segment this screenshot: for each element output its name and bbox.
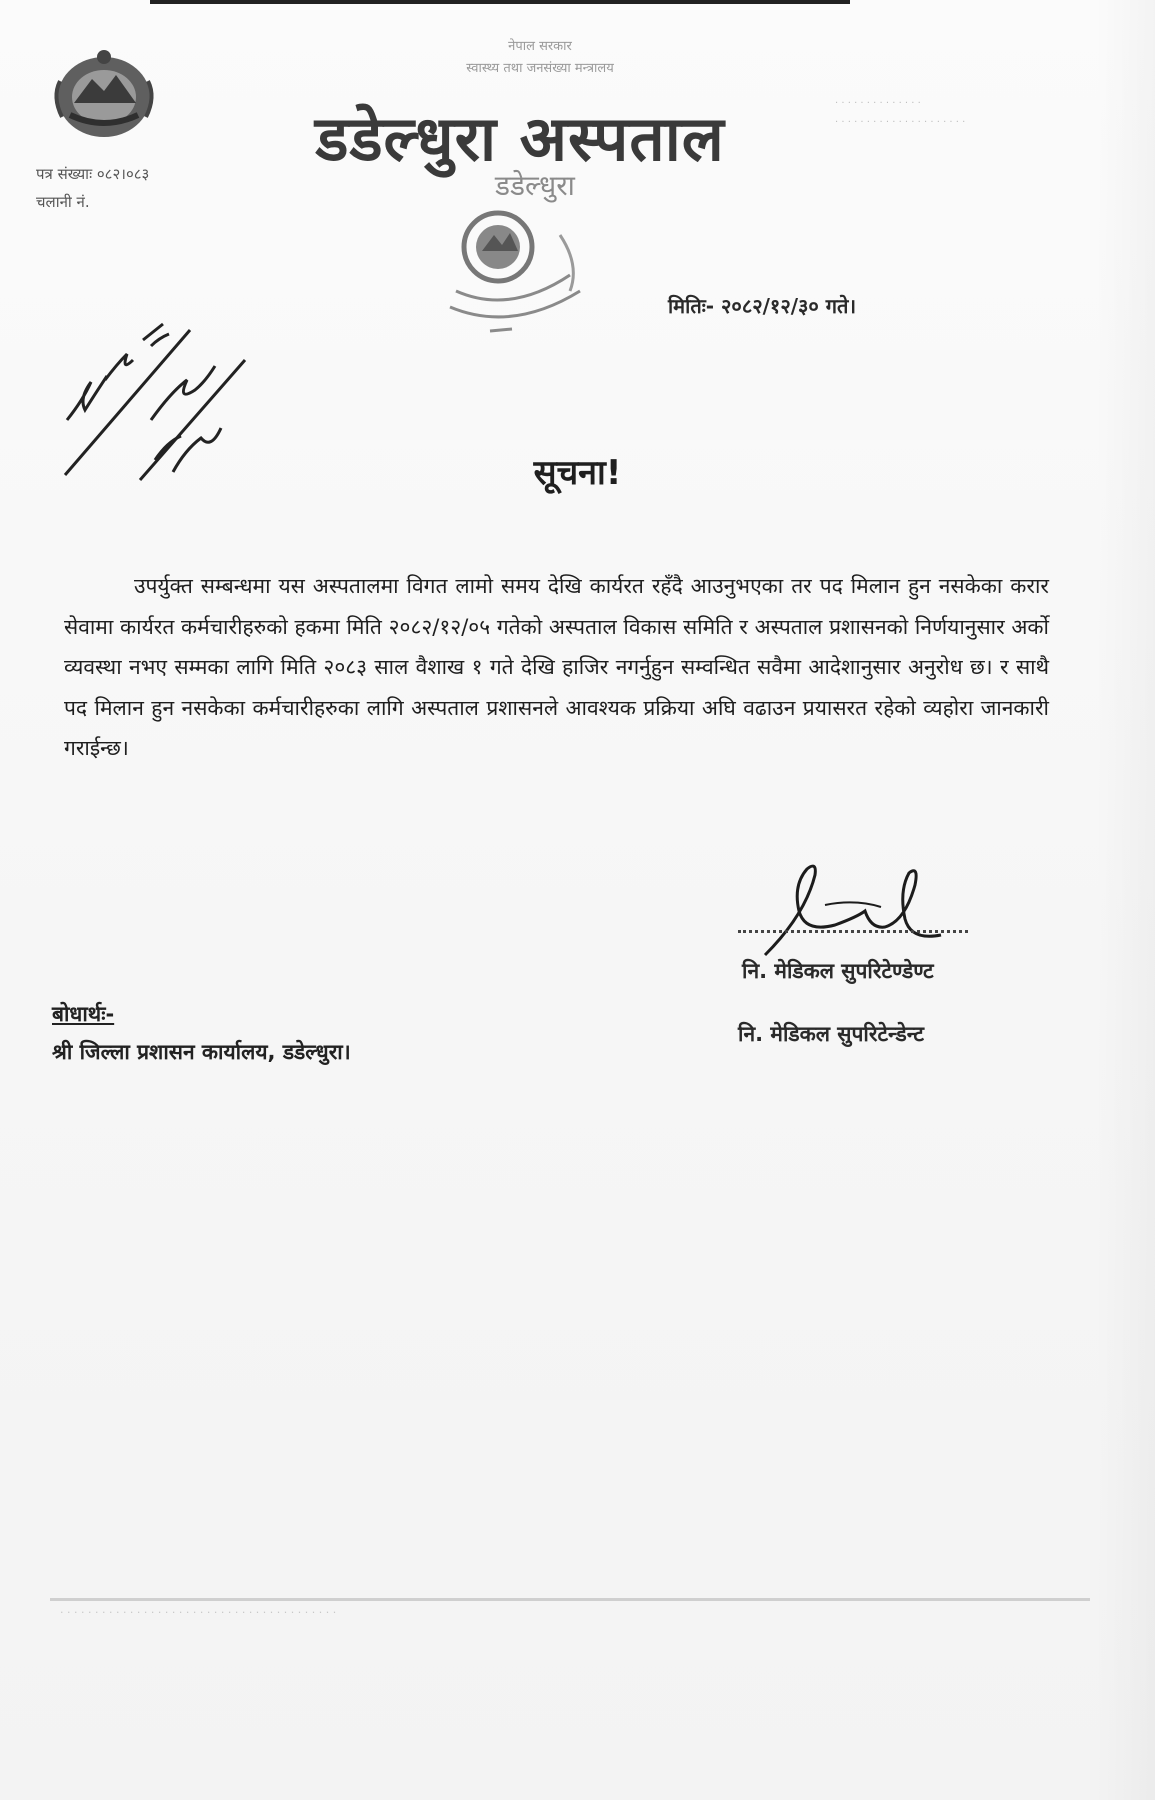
ministry-name: स्वास्थ्य तथा जनसंख्या मन्त्रालय: [466, 61, 614, 76]
signature-title-stamp: नि. मेडिकल सुपरिटेन्डेन्ट: [738, 1022, 924, 1046]
letter-date: मितिः- २०८२/१२/३० गते।: [668, 294, 857, 318]
cc-recipient: श्री जिल्ला प्रशासन कार्यालय, डडेल्धुरा।: [52, 1040, 351, 1064]
contact-line-2: · · · · · · · · · · · · · · · · · · · · ·: [835, 117, 966, 128]
notice-body: उपर्युक्त सम्बन्धमा यस अस्पतालमा विगत लामो समय देखि कार्यरत रहँदै आउनुभएका तर पद मिलान हुन नसकेका करार सेवामा कार्यरत कर्मचारीहरुको हकमा मिति २०८२/१२/०५ गतेको अस्पताल विकास समिति र अस्पताल प्रशासनको निर्णयानुसार अर्को व्यवस्था नभए सम्मका लागि मिति २०८३ साल वैशाख १ गते देखि हाजिर नगर्नुहुन सम्वन्धित सवैमा आदेशानुसार अनुरोध छ। र साथै पद मिलान हुन नसकेका कर्मचारीहरुका लागि अस्पताल प्रशासनले आवश्यक प्रक्रिया अघि वढाउन प्रयासरत रहेको व्यहोरा जानकारी गराईन्छ।: [64, 574, 1049, 760]
hospital-name: डडेल्धुरा अस्पताल: [315, 102, 725, 175]
scan-shade: [1095, 0, 1155, 1800]
dispatch-number: चलानी नं.: [36, 193, 90, 211]
government-name: नेपाल सरकार: [508, 39, 572, 54]
scan-top-edge: [150, 0, 850, 4]
footer-divider: [50, 1598, 1090, 1601]
contact-line-1: · · · · · · · · · · · · · ·: [835, 98, 921, 109]
cc-label: बोधार्थः-: [52, 1002, 115, 1026]
office-seal-stamp: [420, 195, 610, 345]
nepal-government-emblem: [44, 45, 164, 145]
hospital-location: डडेल्धुरा: [495, 169, 575, 202]
footer-faint-text: · · · · · · · · · · · · · · · · · · · · · · · · · · · · · · · · · · · · · · · ·: [60, 1606, 337, 1619]
notice-title: सूचना!: [533, 453, 622, 493]
signature-line: [738, 930, 968, 933]
signature-title-handwritten: नि. मेडिकल सुपरिटेण्डेण्ट: [742, 959, 934, 983]
letter-number: पत्र संख्याः ०८२।०८३: [36, 165, 150, 183]
handwritten-signature: [745, 855, 985, 965]
